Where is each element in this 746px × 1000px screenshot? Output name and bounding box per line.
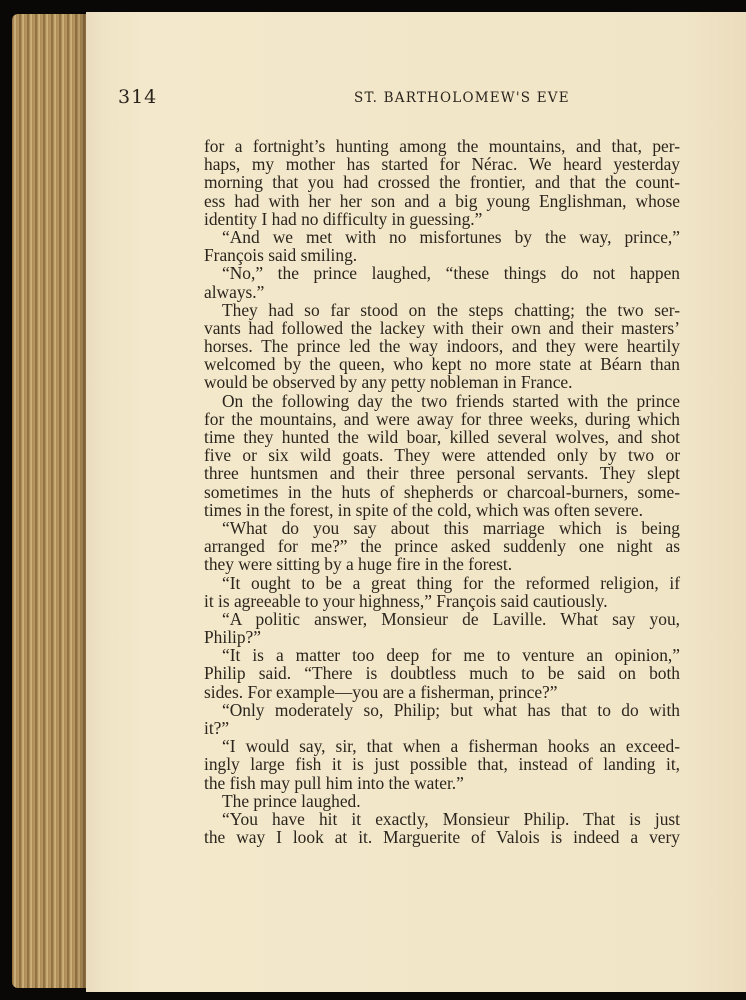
text-line: “And we met with no misfortunes by the way, prince,” (222, 226, 680, 247)
text-line: ess had with her her son and a big young Englishman, whose (204, 190, 680, 211)
text-line: they were sitting by a huge fire in the forest. (204, 554, 513, 575)
text-line: the fish may pull him into the water.” (204, 772, 464, 793)
text-line: “It ought to be a great thing for the reformed religion, if (222, 572, 680, 593)
text-line: welcomed by the queen, who kept no more state at Béarn than (204, 354, 680, 375)
text-line: “Only moderately so, Philip; but what has that to do with (222, 699, 680, 720)
text-line: would be observed by any petty nobleman in France. (204, 372, 573, 393)
text-line: for the mountains, and were away for three weeks, during which (204, 408, 680, 429)
text-line: “A politic answer, Monsieur de Laville. What say you, (222, 608, 680, 629)
text-line: it?” (204, 718, 230, 738)
text-line: ingly large fish it is just possible that, instead of landing it, (204, 754, 680, 775)
text-line: time they hunted the wild boar, killed several wolves, and shot (204, 427, 680, 447)
text-line: identity I had no difficulty in guessing.” (204, 208, 483, 229)
page-edges (12, 14, 88, 988)
text-line: The prince laughed. (222, 790, 361, 811)
text-line: three huntsmen and their three personal servants. They slept (204, 463, 680, 484)
text-line: five or six wild goats. They were attended only by two or (204, 445, 680, 466)
text-line: times in the forest, in spite of the cold, which was often severe. (204, 499, 643, 520)
text-line: “I would say, sir, that when a fisherman hooks an exceed- (222, 736, 680, 757)
text-line: it is agreeable to your highness,” François said cautiously. (204, 590, 608, 611)
text-line: “It is a matter too deep for me to venture an opinion,” (222, 645, 680, 666)
body-text (204, 137, 680, 846)
text-line: They had so far stood on the steps chatting; the two ser- (222, 299, 680, 320)
text-line: Philip?” (204, 627, 261, 648)
text-line: “What do you say about this marriage which is being (222, 517, 680, 538)
text-line: “You have hit it exactly, Monsieur Philip. That is just (222, 808, 680, 829)
text-line: François said smiling. (204, 245, 358, 266)
text-line: On the following day the two friends started with the prince (222, 390, 680, 411)
text-line: sides. For example—you are a fisherman, prince?” (204, 681, 558, 702)
text-line: always.” (204, 281, 265, 302)
text-line: the way I look at it. Marguerite of Valois is indeed a very (204, 827, 680, 848)
text-line: “No,” the prince laughed, “these things do not happen (222, 263, 680, 284)
running-head: ST. BARTHOLOMEW'S EVE (354, 90, 570, 106)
text-line: horses. The prince led the way indoors, and they were heartily (204, 336, 680, 357)
text-line: morning that you had crossed the frontier, and that the count- (204, 172, 680, 193)
text-line: Philip said. “There is doubtless much to be said on both (204, 663, 680, 684)
text-line: for a fortnight’s hunting among the mountains, and that, per- (204, 136, 680, 156)
text-line: sometimes in the huts of shepherds or charcoal-burners, some- (204, 481, 680, 502)
page-number: 314 (118, 86, 158, 108)
text-line: vants had followed the lackey with their own and their masters’ (204, 317, 680, 338)
text-line: arranged for me?” the prince asked suddenly one night as (204, 536, 680, 557)
text-line: haps, my mother has started for Nérac. We heard yesterday (204, 154, 680, 175)
page-header (118, 86, 678, 116)
